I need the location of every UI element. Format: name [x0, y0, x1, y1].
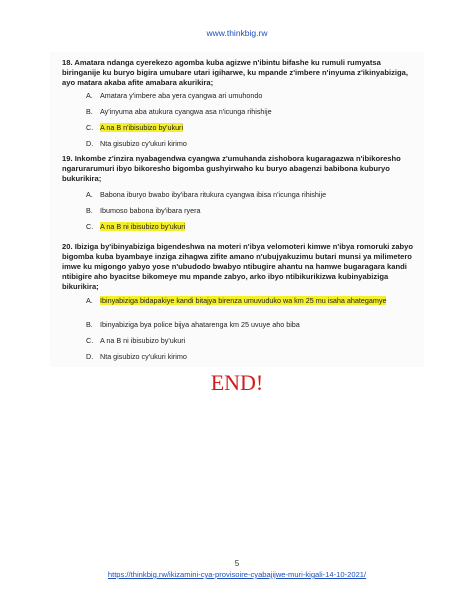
option-text-highlighted: Ibinyabiziga bidapakiye kandi bitajya birenza umuvuduko wa km 25 mu isaha ahategamye — [100, 296, 387, 305]
option-19-b — [86, 206, 416, 216]
question-text: Amatara ndanga cyerekezo agomba kuba agizwe n'ibintu bifashe ku rumuli rumyatsa biringanije ku buryo bigira umubare utari igiharwe, ku mpande z'imbere n'inyuma z'ikinyabiziga, ayo matara akaba afite amabara akurikira; — [62, 58, 408, 87]
option-letter: B. — [86, 320, 93, 329]
option-19-a — [86, 190, 416, 200]
option-20-c — [86, 336, 416, 346]
option-letter: C. — [86, 123, 94, 132]
option-letter: A. — [86, 91, 93, 100]
question-number: 20. — [62, 242, 73, 251]
option-letter: B. — [86, 107, 93, 116]
question-18 — [62, 58, 417, 88]
option-text: Babona iburyo bwabo iby'ibara ritukura cyangwa ibisa n'icunga rihishije — [100, 190, 327, 199]
option-letter: D. — [86, 139, 94, 148]
option-letter: A. — [86, 296, 93, 305]
option-18-d — [86, 139, 416, 149]
option-letter: C. — [86, 336, 94, 345]
question-number: 19. — [62, 154, 73, 163]
option-text: A na B ni ibisubizo by'ukuri — [100, 336, 186, 345]
option-text: Amatara y'imbere aba yera cyangwa ari umuhondo — [100, 91, 263, 100]
question-text: Ibiziga by'ibinyabiziga bigendeshwa na moteri n'ibya velomoteri kimwe n'ibya romoruki zabyo bigomba kuba byambaye inziga zihagwa zifite amano n'ubujyakuzimu butari munsi ya milimetero imwe ku migongo yabyo yose n'ubudodo bwabyo ntibugire ahantu na hamwe bugaragara kandi ntibigire aho byacitse bikomeye mu mpande zabyo, arko ibyo ntibikurikizwa kubinyabiziga bikurikira; — [62, 242, 414, 291]
option-19-c — [86, 222, 416, 232]
question-number: 18. — [62, 58, 73, 67]
option-letter: A. — [86, 190, 93, 199]
option-20-d — [86, 352, 416, 362]
question-20 — [62, 242, 417, 292]
option-20-a — [86, 296, 416, 306]
option-letter: C. — [86, 222, 94, 231]
option-letter: D. — [86, 352, 94, 361]
option-text-highlighted: A na B n'ibisubizo by'ukuri — [100, 123, 184, 132]
option-text: Ibumoso babona iby'ibara ryera — [100, 206, 201, 215]
option-text: Ibinyabiziga bya police bijya ahatarenga km 25 uvuye aho biba — [100, 320, 300, 329]
option-18-a — [86, 91, 416, 101]
option-18-b — [86, 107, 416, 117]
header-site-link[interactable]: www.thinkbig.rw — [206, 28, 268, 38]
option-20-b — [86, 320, 416, 330]
option-text-highlighted: A na B ni ibisubizo by'ukuri — [100, 222, 186, 231]
question-text: Inkombe z'inzira nyabagendwa cyangwa z'umuhanda zishobora kugaragazwa n'ibikoresho ngarurarumuri ibyo bikoresho bigomba gushyirwaho ku buryo abagenzi babibona kuburyo bukurikira; — [62, 154, 401, 183]
page-number: 5 — [234, 559, 240, 568]
option-text: Ay'inyuma aba atukura cyangwa asa n'icunga rihishije — [100, 107, 272, 116]
option-text: Nta gisubizo cy'ukuri kirimo — [100, 139, 187, 148]
question-19 — [62, 154, 417, 184]
option-letter: B. — [86, 206, 93, 215]
option-text: Nta gisubizo cy'ukuri kirimo — [100, 352, 187, 361]
option-18-c — [86, 123, 416, 133]
footer-source-link[interactable]: https://thinkbig.rw/ikizamini-cya-provisoire-cyabajijwe-muri-kigali-14-10-2021/ — [107, 570, 367, 579]
end-marker: END! — [210, 370, 264, 395]
